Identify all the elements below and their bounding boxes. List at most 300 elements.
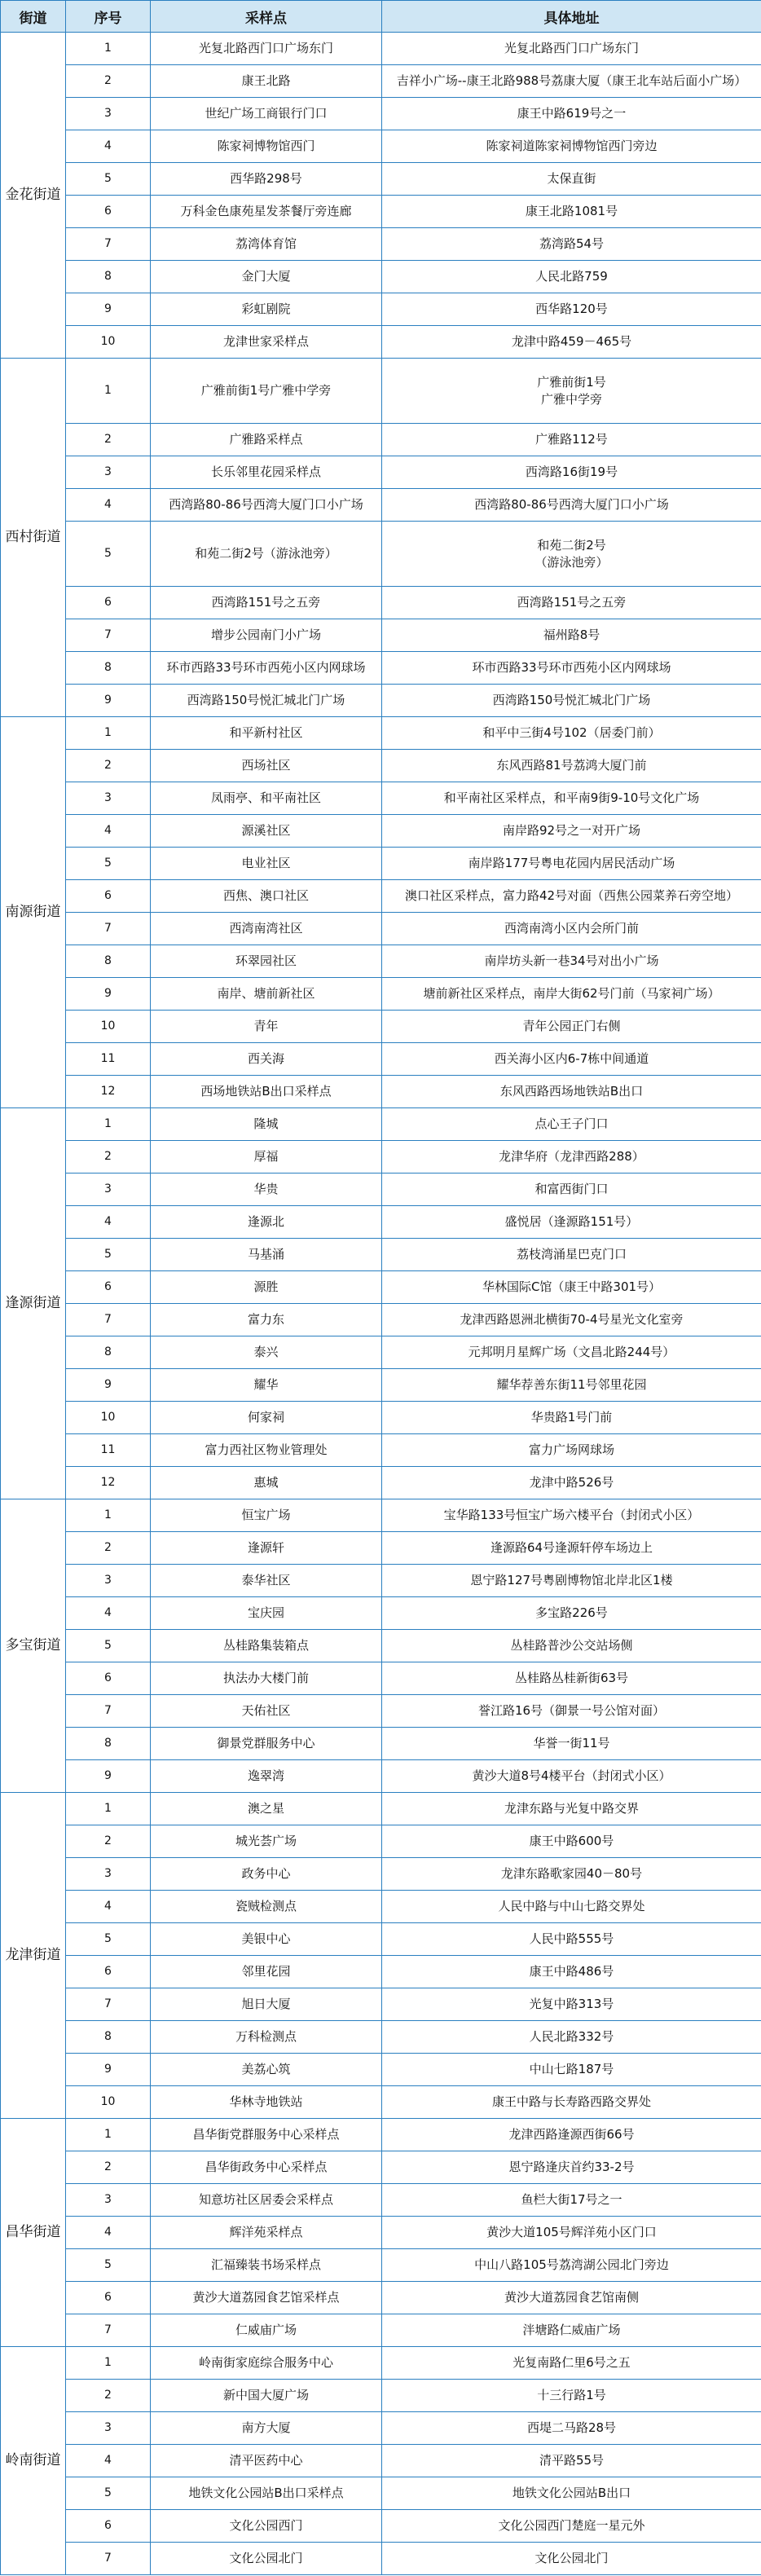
address-line: 华林国际C馆（康王中路301号） xyxy=(482,1279,662,1295)
address-line: 环市西路33号环市西苑小区内网球场 xyxy=(472,660,671,676)
table-row xyxy=(1,1369,761,1402)
address-cell xyxy=(382,1499,761,1532)
address-cell xyxy=(382,456,761,489)
address-line: 澳口社区采样点，富力路42号对面（西焦公园菜养石旁空地） xyxy=(404,888,739,904)
sampling-point: 南方大厦 xyxy=(151,2412,382,2445)
address-line: 誉江路16号（御景一号公馆对面） xyxy=(477,1703,666,1719)
sampling-point: 城光荟广场 xyxy=(151,1825,382,1858)
address-cell xyxy=(382,1434,761,1467)
table-row xyxy=(1,130,761,163)
sampling-point: 天佑社区 xyxy=(151,1695,382,1728)
sampling-point: 富力东 xyxy=(151,1304,382,1336)
address-line: 西华路120号 xyxy=(535,302,608,316)
address-line: 西湾南湾小区内会所门前 xyxy=(504,921,639,936)
row-number: 9 xyxy=(66,1369,151,1402)
row-number: 4 xyxy=(66,1891,151,1923)
street-name: 多宝街道 xyxy=(1,1499,66,1793)
address-line: 南岸路177号粤电花园内居民活动广场 xyxy=(468,856,675,871)
row-number: 9 xyxy=(66,2054,151,2086)
address-line: 太保直街 xyxy=(547,171,596,186)
sampling-point: 耀华 xyxy=(151,1369,382,1402)
sampling-point: 恒宝广场 xyxy=(151,1499,382,1532)
row-number: 7 xyxy=(66,1988,151,2021)
row-number: 5 xyxy=(66,2477,151,2510)
address-cell xyxy=(382,2412,761,2445)
address-cell xyxy=(382,652,761,685)
table-row xyxy=(1,782,761,815)
sampling-point: 地铁文化公园站B出口采样点 xyxy=(151,2477,382,2510)
sampling-point: 泰兴 xyxy=(151,1336,382,1369)
sampling-point: 万科检测点 xyxy=(151,2021,382,2054)
header-no: 序号 xyxy=(66,1,151,33)
address-cell xyxy=(382,228,761,261)
row-number: 1 xyxy=(66,1108,151,1141)
address-line: 恩宁路127号粤剧博物馆北岸北区1楼 xyxy=(470,1573,673,1588)
table-row xyxy=(1,2510,761,2543)
address-cell xyxy=(382,2314,761,2347)
sampling-point: 荔湾体育馆 xyxy=(151,228,382,261)
address-line: 鱼栏大街17号之一 xyxy=(521,2192,622,2208)
address-line: 中山七路187号 xyxy=(529,2062,614,2077)
row-number: 5 xyxy=(66,848,151,880)
address-line: 广雅路112号 xyxy=(535,432,608,447)
address-cell xyxy=(382,130,761,163)
row-number: 6 xyxy=(66,196,151,228)
sampling-point: 执法办大楼门前 xyxy=(151,1662,382,1695)
address-line: 荔湾路54号 xyxy=(539,236,605,251)
sampling-point: 新中国大厦广场 xyxy=(151,2380,382,2412)
address-cell xyxy=(382,815,761,848)
address-line: 泮塘路仁威庙广场 xyxy=(522,2323,621,2338)
row-number: 2 xyxy=(66,1825,151,1858)
row-number: 4 xyxy=(66,130,151,163)
row-number: 3 xyxy=(66,1565,151,1597)
sampling-point: 西湾南湾社区 xyxy=(151,913,382,945)
address-cell xyxy=(382,522,761,587)
address-cell xyxy=(382,163,761,196)
address-cell xyxy=(382,1695,761,1728)
address-line: 和平中三街4号102（居委门前） xyxy=(482,725,661,741)
sampling-point: 澳之星 xyxy=(151,1793,382,1825)
address-cell xyxy=(382,98,761,130)
table-row xyxy=(1,1532,761,1565)
row-number: 3 xyxy=(66,1174,151,1206)
address-cell xyxy=(382,1825,761,1858)
table-row xyxy=(1,815,761,848)
table-row xyxy=(1,1011,761,1043)
address-line: 西湾路80-86号西湾大厦门口小广场 xyxy=(474,497,669,513)
row-number: 1 xyxy=(66,1793,151,1825)
address-cell xyxy=(382,978,761,1011)
address-line: 盛悦居（逢源路151号） xyxy=(504,1214,639,1230)
sampling-point: 何家祠 xyxy=(151,1402,382,1434)
address-line: 西湾路16街19号 xyxy=(525,465,618,480)
table-row xyxy=(1,1467,761,1499)
sampling-point: 环市西路33号环市西苑小区内网球场 xyxy=(151,652,382,685)
table-row xyxy=(1,424,761,456)
address-cell xyxy=(382,2151,761,2184)
table-row xyxy=(1,2314,761,2347)
address-cell xyxy=(382,1597,761,1630)
address-line: 西湾路151号之五旁 xyxy=(517,595,627,610)
header-addr: 具体地址 xyxy=(382,1,761,33)
address-line: 华贵路1号门前 xyxy=(530,1410,613,1425)
table-row xyxy=(1,1760,761,1793)
address-cell xyxy=(382,2021,761,2054)
address-cell xyxy=(382,913,761,945)
row-number: 7 xyxy=(66,619,151,652)
address-line: 和平南社区采样点，和平南9街9-10号文化广场 xyxy=(443,790,700,806)
table-row xyxy=(1,978,761,1011)
table-row xyxy=(1,2282,761,2314)
address-cell xyxy=(382,1891,761,1923)
row-number: 2 xyxy=(66,750,151,782)
row-number: 6 xyxy=(66,2510,151,2543)
street-name: 逢源街道 xyxy=(1,1108,66,1499)
table-row xyxy=(1,2217,761,2249)
table-row xyxy=(1,522,761,587)
address-line: 福州路8号 xyxy=(543,627,600,643)
table-row xyxy=(1,1988,761,2021)
table-row xyxy=(1,848,761,880)
table-row xyxy=(1,65,761,98)
address-cell xyxy=(382,1760,761,1793)
row-number: 5 xyxy=(66,1630,151,1662)
address-cell xyxy=(382,587,761,619)
address-line: 元邦明月星辉广场（文昌北路244号） xyxy=(468,1345,675,1360)
sampling-point: 万科金色康苑星发茶餐厅旁连廊 xyxy=(151,196,382,228)
address-cell xyxy=(382,2086,761,2119)
address-cell xyxy=(382,1336,761,1369)
row-number: 8 xyxy=(66,2021,151,2054)
sampling-point: 逢源北 xyxy=(151,1206,382,1239)
street-name: 龙津街道 xyxy=(1,1793,66,2119)
row-number: 7 xyxy=(66,2543,151,2575)
street-name: 金花街道 xyxy=(1,33,66,359)
row-number: 1 xyxy=(66,33,151,65)
table-row xyxy=(1,1597,761,1630)
address-line: 清平路55号 xyxy=(539,2453,605,2468)
sampling-point: 西焦、澳口社区 xyxy=(151,880,382,913)
table-row xyxy=(1,1858,761,1891)
sampling-point: 马基涌 xyxy=(151,1239,382,1271)
address-cell xyxy=(382,2510,761,2543)
sampling-point: 逸翠湾 xyxy=(151,1760,382,1793)
address-cell xyxy=(382,1271,761,1304)
row-number: 6 xyxy=(66,1662,151,1695)
address-cell xyxy=(382,1467,761,1499)
row-number: 2 xyxy=(66,424,151,456)
address-cell xyxy=(382,2119,761,2151)
table-row xyxy=(1,1043,761,1076)
address-line: 康王中路600号 xyxy=(529,1834,614,1849)
address-line: 龙津东路与光复中路交界 xyxy=(504,1801,639,1816)
table-row xyxy=(1,2021,761,2054)
sampling-point: 陈家祠博物馆西门 xyxy=(151,130,382,163)
address-line: 光复南路仁里6号之五 xyxy=(512,2355,631,2371)
row-number: 11 xyxy=(66,1043,151,1076)
sampling-point: 西华路298号 xyxy=(151,163,382,196)
table-row xyxy=(1,717,761,750)
sampling-point: 青年 xyxy=(151,1011,382,1043)
row-number: 2 xyxy=(66,1532,151,1565)
table-body xyxy=(1,33,761,2575)
address-line: 中山八路105号荔湾湖公园北门旁边 xyxy=(474,2257,669,2273)
sampling-point: 西湾路150号悦汇城北门广场 xyxy=(151,685,382,717)
address-cell xyxy=(382,880,761,913)
address-cell xyxy=(382,65,761,98)
sampling-point: 丛桂路集装箱点 xyxy=(151,1630,382,1662)
address-line: 康王北路1081号 xyxy=(525,204,618,218)
table-row xyxy=(1,1141,761,1174)
row-number: 8 xyxy=(66,261,151,293)
row-number: 5 xyxy=(66,522,151,587)
row-number: 3 xyxy=(66,98,151,130)
sampling-point: 岭南街家庭综合服务中心 xyxy=(151,2347,382,2380)
sampling-point: 和苑二街2号（游泳池旁） xyxy=(151,522,382,587)
address-line: 点心王子门口 xyxy=(534,1116,609,1132)
table-row xyxy=(1,2086,761,2119)
address-cell xyxy=(382,1662,761,1695)
sampling-point: 汇福臻装书场采样点 xyxy=(151,2249,382,2282)
address-line: 人民北路332号 xyxy=(529,2029,614,2045)
street-name: 岭南街道 xyxy=(1,2347,66,2575)
address-cell xyxy=(382,1956,761,1988)
address-cell xyxy=(382,1923,761,1956)
sampling-point: 西场社区 xyxy=(151,750,382,782)
address-line: 西关海小区内6-7栋中间通道 xyxy=(494,1051,649,1067)
address-cell xyxy=(382,196,761,228)
table-row xyxy=(1,456,761,489)
table-row xyxy=(1,619,761,652)
sampling-point: 美银中心 xyxy=(151,1923,382,1956)
row-number: 1 xyxy=(66,2347,151,2380)
address-line: 逢源路64号逢源轩停车场边上 xyxy=(490,1540,653,1556)
table-row xyxy=(1,685,761,717)
address-cell xyxy=(382,2184,761,2217)
table-row xyxy=(1,2477,761,2510)
row-number: 7 xyxy=(66,228,151,261)
row-number: 7 xyxy=(66,913,151,945)
sampling-point: 泰华社区 xyxy=(151,1565,382,1597)
row-number: 1 xyxy=(66,717,151,750)
sampling-point: 世纪广场工商银行门口 xyxy=(151,98,382,130)
address-cell xyxy=(382,33,761,65)
address-line: （游泳池旁） xyxy=(534,554,609,570)
table-row xyxy=(1,2412,761,2445)
address-line: 龙津华府（龙津西路288） xyxy=(499,1149,644,1165)
table-row xyxy=(1,2543,761,2575)
sampling-point: 南岸、塘前新社区 xyxy=(151,978,382,1011)
row-number: 9 xyxy=(66,293,151,326)
address-cell xyxy=(382,2249,761,2282)
sampling-point: 彩虹剧院 xyxy=(151,293,382,326)
header-point: 采样点 xyxy=(151,1,382,33)
row-number: 2 xyxy=(66,2151,151,2184)
address-cell xyxy=(382,424,761,456)
address-line: 康王中路486号 xyxy=(529,1964,614,1979)
table-row xyxy=(1,1271,761,1304)
table-row xyxy=(1,1108,761,1141)
address-line: 文化公园西门楚庭一星元外 xyxy=(498,2518,645,2534)
address-line: 广雅中学旁 xyxy=(540,391,602,407)
row-number: 3 xyxy=(66,456,151,489)
row-number: 8 xyxy=(66,1336,151,1369)
sampling-point: 昌华街政务中心采样点 xyxy=(151,2151,382,2184)
address-cell xyxy=(382,1304,761,1336)
table-row xyxy=(1,489,761,522)
sampling-point: 美荔心筑 xyxy=(151,2054,382,2086)
street-name: 昌华街道 xyxy=(1,2119,66,2347)
table-row xyxy=(1,750,761,782)
sampling-point: 长乐邻里花园采样点 xyxy=(151,456,382,489)
row-number: 7 xyxy=(66,1695,151,1728)
table-row xyxy=(1,2380,761,2412)
sampling-point: 环翠园社区 xyxy=(151,945,382,978)
sampling-point: 电业社区 xyxy=(151,848,382,880)
row-number: 1 xyxy=(66,359,151,424)
table-row xyxy=(1,2184,761,2217)
address-line: 和富西街门口 xyxy=(534,1182,609,1197)
sampling-point: 清平医药中心 xyxy=(151,2445,382,2477)
address-line: 龙津中路459－465号 xyxy=(511,334,632,349)
row-number: 10 xyxy=(66,1011,151,1043)
address-cell xyxy=(382,685,761,717)
table-row xyxy=(1,1304,761,1336)
row-number: 11 xyxy=(66,1434,151,1467)
row-number: 12 xyxy=(66,1076,151,1108)
address-cell xyxy=(382,1630,761,1662)
address-cell xyxy=(382,1011,761,1043)
row-number: 8 xyxy=(66,1728,151,1760)
sampling-point: 政务中心 xyxy=(151,1858,382,1891)
address-line: 人民中路555号 xyxy=(529,1931,614,1947)
table-row xyxy=(1,2347,761,2380)
table-row xyxy=(1,2151,761,2184)
address-line: 地铁文化公园站B出口 xyxy=(512,2486,631,2501)
address-line: 龙津中路526号 xyxy=(529,1475,614,1491)
address-line: 文化公园北门 xyxy=(534,2551,609,2566)
address-cell xyxy=(382,326,761,359)
row-number: 4 xyxy=(66,1206,151,1239)
table-row xyxy=(1,98,761,130)
address-line: 陈家祠道陈家祠博物馆西门旁边 xyxy=(486,139,658,153)
address-line: 光复中路313号 xyxy=(529,1997,614,2012)
sampling-point: 逢源轩 xyxy=(151,1532,382,1565)
sampling-point: 邻里花园 xyxy=(151,1956,382,1988)
table-row xyxy=(1,1695,761,1728)
address-cell xyxy=(382,2282,761,2314)
address-cell xyxy=(382,1206,761,1239)
sampling-point: 昌华街党群服务中心采样点 xyxy=(151,2119,382,2151)
address-cell xyxy=(382,1728,761,1760)
address-cell xyxy=(382,717,761,750)
row-number: 2 xyxy=(66,65,151,98)
address-cell xyxy=(382,1369,761,1402)
table-row xyxy=(1,261,761,293)
row-number: 6 xyxy=(66,587,151,619)
address-line: 人民北路759 xyxy=(535,269,608,284)
row-number: 4 xyxy=(66,1597,151,1630)
sampling-point: 金门大厦 xyxy=(151,261,382,293)
sampling-point: 康王北路 xyxy=(151,65,382,98)
table-row xyxy=(1,1336,761,1369)
address-line: 多宝路226号 xyxy=(535,1605,608,1621)
address-line: 吉祥小广场--康王北路988号荔康大厦（康王北车站后面小广场） xyxy=(396,73,747,88)
table-row xyxy=(1,587,761,619)
address-line: 和苑二街2号 xyxy=(537,537,606,553)
row-number: 8 xyxy=(66,945,151,978)
address-cell xyxy=(382,2054,761,2086)
address-line: 人民中路与中山七路交界处 xyxy=(498,1899,645,1914)
table-row xyxy=(1,1402,761,1434)
row-number: 5 xyxy=(66,163,151,196)
address-line: 龙津西路逢源西街66号 xyxy=(508,2127,635,2142)
table-row xyxy=(1,2119,761,2151)
address-line: 西湾路150号悦汇城北门广场 xyxy=(492,693,651,708)
table-row xyxy=(1,1239,761,1271)
address-cell xyxy=(382,2445,761,2477)
table-row xyxy=(1,1434,761,1467)
address-line: 黄沙大道荔园食艺馆南侧 xyxy=(504,2290,639,2305)
address-line: 华誉一街11号 xyxy=(533,1736,610,1751)
row-number: 3 xyxy=(66,2184,151,2217)
address-line: 光复北路西门口广场东门 xyxy=(504,41,639,55)
street-name: 西村街道 xyxy=(1,359,66,717)
address-line: 康王中路619号之一 xyxy=(517,106,627,121)
address-line: 南岸路92号之一对开广场 xyxy=(502,823,641,839)
sampling-point: 黄沙大道荔园食艺馆采样点 xyxy=(151,2282,382,2314)
row-number: 5 xyxy=(66,1923,151,1956)
sampling-point: 西场地铁站B出口采样点 xyxy=(151,1076,382,1108)
address-cell xyxy=(382,1239,761,1271)
address-cell xyxy=(382,359,761,424)
row-number: 6 xyxy=(66,1956,151,1988)
table-row xyxy=(1,1499,761,1532)
address-cell xyxy=(382,1565,761,1597)
sampling-point: 厚福 xyxy=(151,1141,382,1174)
sampling-point: 西关海 xyxy=(151,1043,382,1076)
address-cell xyxy=(382,1988,761,2021)
row-number: 2 xyxy=(66,1141,151,1174)
table-row xyxy=(1,1923,761,1956)
address-line: 西堤二马路28号 xyxy=(526,2420,617,2436)
table-row xyxy=(1,1728,761,1760)
address-cell xyxy=(382,782,761,815)
table-row xyxy=(1,293,761,326)
address-cell xyxy=(382,2380,761,2412)
row-number: 6 xyxy=(66,880,151,913)
sampling-point: 文化公园北门 xyxy=(151,2543,382,2575)
table-row xyxy=(1,228,761,261)
sampling-point: 旭日大厦 xyxy=(151,1988,382,2021)
sampling-point: 源溪社区 xyxy=(151,815,382,848)
address-line: 康王中路与长寿路西路交界处 xyxy=(491,2094,651,2110)
table-row xyxy=(1,652,761,685)
sampling-point: 惠城 xyxy=(151,1467,382,1499)
table-row xyxy=(1,326,761,359)
sampling-point: 宝庆园 xyxy=(151,1597,382,1630)
row-number: 9 xyxy=(66,978,151,1011)
address-cell xyxy=(382,750,761,782)
table-row xyxy=(1,1076,761,1108)
table-row xyxy=(1,1891,761,1923)
sampling-point: 西湾路80-86号西湾大厦门口小广场 xyxy=(151,489,382,522)
address-cell xyxy=(382,1043,761,1076)
row-number: 3 xyxy=(66,2412,151,2445)
sampling-point: 西湾路151号之五旁 xyxy=(151,587,382,619)
table-row xyxy=(1,1825,761,1858)
